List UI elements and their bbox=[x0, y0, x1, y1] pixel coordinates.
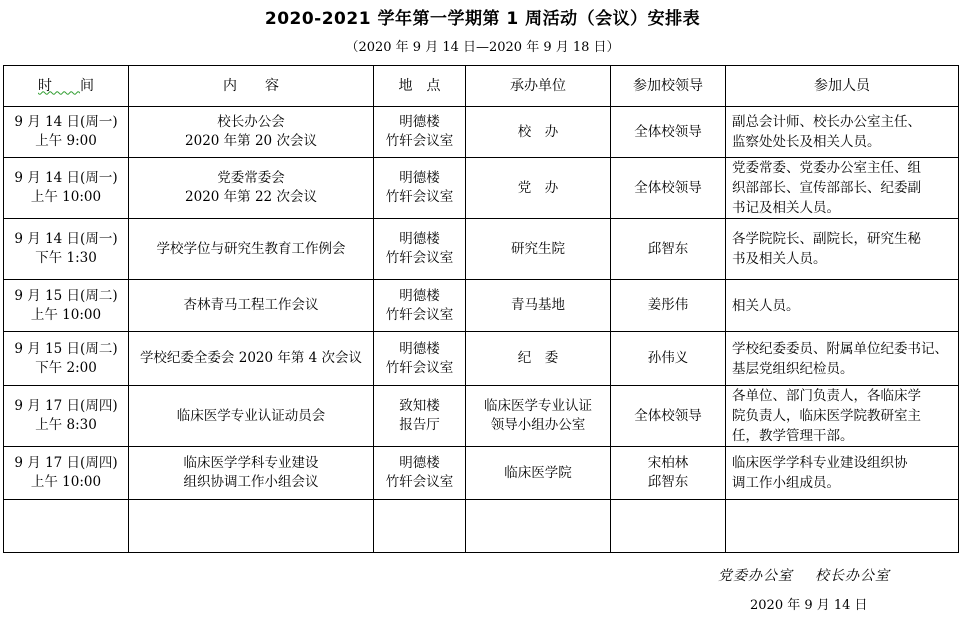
table-row bbox=[4, 158, 959, 219]
cell-empty bbox=[129, 500, 374, 553]
cell-leaders bbox=[611, 386, 726, 447]
cell-time bbox=[4, 107, 129, 158]
cell-organizer bbox=[466, 280, 611, 332]
table-row bbox=[4, 219, 959, 280]
cell-content bbox=[129, 447, 374, 500]
cell-place-line: 明德楼 bbox=[399, 114, 440, 130]
cell-date: 9 月 14 日(周一) bbox=[14, 170, 118, 186]
cell-organizer bbox=[466, 158, 611, 219]
cell-empty bbox=[726, 500, 959, 553]
cell-content-line: 党委常委会 bbox=[217, 170, 285, 186]
cell-date: 9 月 17 日(周四) bbox=[14, 455, 118, 471]
cell-content-line: 杏林青马工程工作会议 bbox=[183, 297, 319, 313]
table-row bbox=[4, 280, 959, 332]
header-time-char-2: 间 bbox=[80, 77, 94, 94]
cell-content-line: 学校学位与研究生教育工作例会 bbox=[156, 240, 346, 257]
cell-content bbox=[129, 219, 374, 280]
cell-place-line: 明德楼 bbox=[399, 287, 440, 304]
cell-date: 9 月 15 日(周二) bbox=[14, 287, 118, 304]
table-header-row bbox=[4, 66, 959, 107]
table-row bbox=[4, 386, 959, 447]
cell-time: 上午 9:00 bbox=[35, 133, 97, 149]
cell-organizer-line: 研究生院 bbox=[511, 240, 565, 257]
cell-place bbox=[374, 219, 466, 280]
cell-content-line: 学校纪委全委会 2020 年第 4 次会议 bbox=[139, 350, 363, 366]
header-content: 内 容 bbox=[129, 66, 374, 107]
cell-date: 9 月 14 日(周一) bbox=[14, 231, 118, 247]
cell-date: 9 月 14 日(周一) bbox=[14, 114, 118, 130]
cell-leaders bbox=[611, 280, 726, 332]
cell-empty bbox=[374, 500, 466, 553]
date-range-subtitle: （2020 年 9 月 14 日—2020 年 9 月 18 日） bbox=[345, 40, 620, 55]
cell-organizer bbox=[466, 447, 611, 500]
header-place: 地 点 bbox=[374, 66, 466, 107]
cell-participants-line: 任，教学管理干部。 bbox=[732, 428, 854, 444]
cell-organizer bbox=[466, 332, 611, 386]
cell-content-line: 2020 年第 22 次会议 bbox=[185, 189, 317, 205]
cell-participants bbox=[726, 107, 959, 158]
cell-place-line: 竹轩会议室 bbox=[385, 250, 454, 266]
cell-leaders bbox=[611, 332, 726, 386]
cell-place-line: 竹轩会议室 bbox=[385, 306, 454, 323]
cell-participants bbox=[726, 447, 959, 500]
header-time bbox=[4, 66, 129, 107]
cell-leaders bbox=[611, 158, 726, 219]
cell-participants-line: 院负责人，临床医学院教研室主 bbox=[732, 408, 921, 424]
cell-time: 上午 10:00 bbox=[30, 474, 102, 490]
cell-organizer-line: 临床医学院 bbox=[504, 464, 572, 481]
cell-organizer-line: 党 办 bbox=[517, 179, 559, 196]
cell-time: 上午 10:00 bbox=[30, 189, 102, 205]
cell-content-line: 临床医学专业认证动员会 bbox=[176, 407, 326, 424]
cell-participants-line: 临床医学学科专业建设组织协 bbox=[732, 455, 908, 471]
cell-content bbox=[129, 158, 374, 219]
signature-president-office: 校长办公室 bbox=[815, 568, 890, 584]
cell-content-line: 组织协调工作小组会议 bbox=[183, 474, 319, 490]
cell-organizer-line: 临床医学专业认证 bbox=[484, 398, 592, 414]
cell-organizer bbox=[466, 386, 611, 447]
cell-content-line: 校长办公会 bbox=[217, 114, 285, 130]
header-time-char-1: 时 bbox=[38, 77, 52, 94]
table-row bbox=[4, 107, 959, 158]
cell-participants-line: 织部部长、宣传部部长、纪委副 bbox=[732, 180, 921, 196]
cell-participants-line: 书记及相关人员。 bbox=[732, 200, 840, 216]
cell-leaders-line: 宋柏林 bbox=[647, 455, 689, 471]
header-organizer: 承办单位 bbox=[466, 66, 611, 107]
cell-place-line: 竹轩会议室 bbox=[385, 474, 454, 490]
cell-time bbox=[4, 219, 129, 280]
cell-leaders bbox=[611, 219, 726, 280]
cell-organizer-line: 领导小组办公室 bbox=[490, 417, 586, 433]
cell-participants-line: 党委常委、党委办公室主任、组 bbox=[732, 160, 921, 176]
schedule-table bbox=[3, 65, 959, 553]
cell-content-line: 临床医学学科专业建设 bbox=[183, 455, 319, 471]
cell-participants-line: 监察处处长及相关人员。 bbox=[732, 134, 881, 150]
cell-leaders-line: 孙伟义 bbox=[647, 350, 689, 366]
cell-place-line: 竹轩会议室 bbox=[385, 133, 454, 149]
cell-time: 下午 2:00 bbox=[35, 359, 97, 376]
cell-place-line: 报告厅 bbox=[399, 417, 440, 433]
cell-place-line: 竹轩会议室 bbox=[385, 359, 454, 376]
cell-content bbox=[129, 107, 374, 158]
cell-leaders bbox=[611, 107, 726, 158]
cell-leaders-line: 姜彤伟 bbox=[647, 297, 689, 313]
cell-time bbox=[4, 386, 129, 447]
cell-leaders-line: 邱智东 bbox=[647, 474, 689, 490]
cell-place-line: 竹轩会议室 bbox=[385, 189, 454, 205]
cell-participants bbox=[726, 219, 959, 280]
cell-place bbox=[374, 386, 466, 447]
cell-leaders-line: 邱智东 bbox=[647, 240, 689, 257]
cell-leaders-line: 全体校领导 bbox=[634, 179, 702, 196]
cell-place bbox=[374, 158, 466, 219]
cell-empty bbox=[466, 500, 611, 553]
cell-place bbox=[374, 447, 466, 500]
cell-organizer bbox=[466, 219, 611, 280]
cell-place-line: 明德楼 bbox=[399, 340, 440, 357]
cell-leaders-line: 全体校领导 bbox=[634, 123, 702, 140]
cell-participants-line: 书及相关人员。 bbox=[732, 251, 827, 267]
cell-organizer-line: 校 办 bbox=[517, 123, 559, 140]
table-row bbox=[4, 447, 959, 500]
cell-time: 下午 1:30 bbox=[35, 250, 97, 266]
cell-place bbox=[374, 280, 466, 332]
cell-time bbox=[4, 158, 129, 219]
cell-participants-line: 调工作小组成员。 bbox=[732, 475, 840, 491]
cell-content bbox=[129, 386, 374, 447]
cell-place-line: 致知楼 bbox=[399, 398, 440, 414]
cell-content-line: 2020 年第 20 次会议 bbox=[185, 133, 317, 149]
cell-leaders bbox=[611, 447, 726, 500]
signature-party-office: 党委办公室 bbox=[718, 568, 793, 584]
cell-participants-line: 各学院院长、副院长，研究生秘 bbox=[732, 231, 921, 247]
cell-content bbox=[129, 332, 374, 386]
cell-place bbox=[374, 332, 466, 386]
cell-place bbox=[374, 107, 466, 158]
cell-organizer-line: 纪 委 bbox=[517, 350, 559, 366]
cell-date: 9 月 15 日(周二) bbox=[14, 340, 118, 357]
cell-participants bbox=[726, 332, 959, 386]
table-row bbox=[4, 332, 959, 386]
cell-participants-line: 基层党组织纪检员。 bbox=[732, 360, 854, 377]
cell-participants-line: 各单位、部门负责人，各临床学 bbox=[732, 388, 921, 404]
cell-participants-line: 副总会计师、校长办公室主任、 bbox=[732, 114, 921, 130]
cell-content bbox=[129, 280, 374, 332]
cell-organizer bbox=[466, 107, 611, 158]
cell-place-line: 明德楼 bbox=[399, 231, 440, 247]
header-leaders: 参加校领导 bbox=[611, 66, 726, 107]
cell-date: 9 月 17 日(周四) bbox=[14, 398, 118, 414]
table-row-empty bbox=[4, 500, 959, 553]
cell-time bbox=[4, 280, 129, 332]
cell-empty bbox=[4, 500, 129, 553]
cell-participants bbox=[726, 280, 959, 332]
cell-organizer-line: 青马基地 bbox=[511, 297, 565, 313]
cell-time bbox=[4, 447, 129, 500]
cell-empty bbox=[611, 500, 726, 553]
signature-block bbox=[718, 565, 912, 585]
cell-participants bbox=[726, 386, 959, 447]
cell-place-line: 明德楼 bbox=[399, 455, 440, 471]
cell-participants-line: 相关人员。 bbox=[732, 297, 800, 314]
cell-participants-line: 学校纪委委员、附属单位纪委书记、 bbox=[732, 340, 948, 357]
header-participants: 参加人员 bbox=[726, 66, 959, 107]
page-title: 2020-2021 学年第一学期第 1 周活动（会议）安排表 bbox=[264, 9, 701, 29]
cell-time: 上午 10:00 bbox=[30, 306, 102, 323]
issue-date: 2020 年 9 月 14 日 bbox=[750, 598, 868, 613]
cell-time bbox=[4, 332, 129, 386]
cell-leaders-line: 全体校领导 bbox=[634, 407, 702, 424]
cell-participants bbox=[726, 158, 959, 219]
cell-time: 上午 8:30 bbox=[35, 417, 97, 433]
cell-place-line: 明德楼 bbox=[399, 170, 440, 186]
